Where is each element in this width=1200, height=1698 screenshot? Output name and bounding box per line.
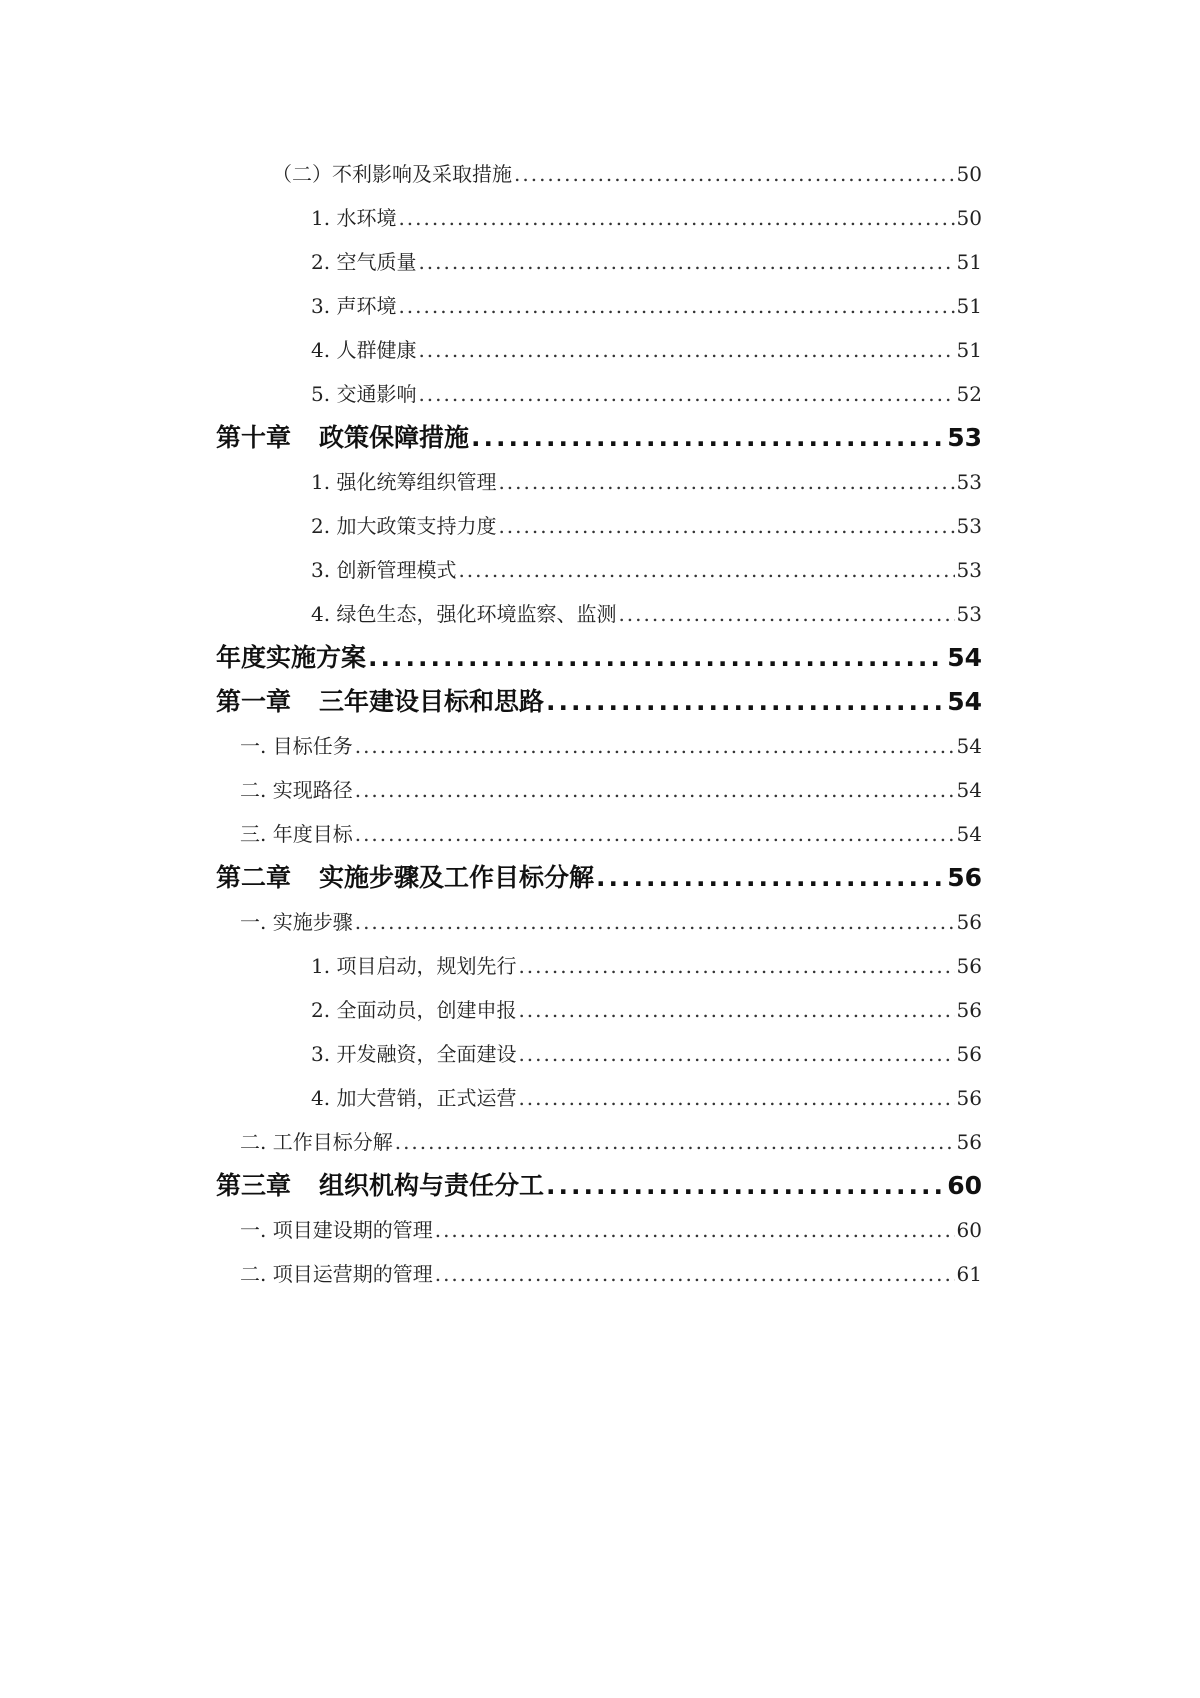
toc-entry-label: （二）不利影响及采取措施 (272, 162, 512, 186)
dot-leader (514, 152, 955, 196)
toc-entry-label: 政策保障措施 (319, 423, 470, 452)
toc-entry[interactable] (216, 1032, 982, 1076)
toc-entry[interactable] (216, 460, 982, 504)
dot-leader (618, 592, 954, 636)
toc-entry[interactable] (216, 240, 982, 284)
toc-page-number: 60 (947, 1171, 982, 1200)
toc-entry-title (311, 328, 416, 372)
toc-page-number: 56 (956, 1086, 982, 1110)
toc-entry-label: 二. 工作目标分解 (240, 1130, 393, 1154)
toc-page-number: 56 (956, 1042, 982, 1066)
toc-entry-label: 实施步骤及工作目标分解 (319, 863, 595, 892)
dot-leader (518, 944, 954, 988)
toc-entry-title (311, 1032, 516, 1076)
toc-entry[interactable] (216, 1208, 982, 1252)
dot-leader (398, 284, 954, 328)
toc-page-number: 54 (956, 734, 982, 758)
dot-leader (395, 1120, 955, 1164)
toc-page-number: 56 (956, 954, 982, 978)
dot-leader (418, 328, 954, 372)
toc-entry-title (216, 856, 594, 900)
dot-leader (546, 1164, 945, 1208)
dot-leader (368, 636, 945, 680)
toc-page-number: 60 (956, 1218, 982, 1242)
dot-leader (435, 1252, 955, 1296)
toc-entry-title (311, 592, 616, 636)
toc-page-number: 56 (956, 1130, 982, 1154)
toc-entry[interactable] (216, 504, 982, 548)
toc-entry-title (311, 460, 496, 504)
toc-entry-label: 二. 实现路径 (240, 778, 353, 802)
toc-entry-label: 年度实施方案 (216, 643, 367, 672)
toc-entry-label: 一. 项目建设期的管理 (240, 1218, 433, 1242)
toc-page-number: 50 (956, 162, 982, 186)
toc-entry-label: 二. 项目运营期的管理 (240, 1262, 433, 1286)
toc-chapter-entry[interactable] (216, 680, 982, 724)
toc-page-number: 56 (956, 998, 982, 1022)
toc-entry-title (240, 768, 353, 812)
toc-entry-title (240, 1120, 393, 1164)
toc-page-number: 53 (956, 470, 982, 494)
dot-leader (418, 240, 954, 284)
dot-leader (458, 548, 954, 592)
toc-entry[interactable] (216, 284, 982, 328)
toc-entry-title (311, 372, 416, 416)
toc-page-number: 53 (947, 423, 982, 452)
toc-entry-label: 4. 绿色生态，强化环境监察、监测 (311, 602, 617, 626)
toc-entry[interactable] (216, 944, 982, 988)
toc-entry[interactable] (216, 372, 982, 416)
dot-leader (518, 1032, 954, 1076)
toc-page-number: 54 (947, 687, 982, 716)
dot-leader (355, 812, 955, 856)
toc-entry-label: 1. 水环境 (311, 206, 397, 230)
toc-page-number: 52 (956, 382, 982, 406)
dot-leader (435, 1208, 955, 1252)
toc-entry-label: 3. 开发融资，全面建设 (311, 1042, 517, 1066)
toc-chapter-number: 第二章 (216, 863, 292, 892)
toc-page-number: 61 (956, 1262, 982, 1286)
toc-entry-label: 三. 年度目标 (240, 822, 353, 846)
toc-chapter-entry[interactable] (216, 416, 982, 460)
toc-entry-title (240, 900, 353, 944)
dot-leader (518, 1076, 954, 1120)
toc-entry-title (240, 1252, 433, 1296)
toc-page-number: 51 (956, 294, 982, 318)
toc-page-number: 53 (956, 558, 982, 582)
dot-leader (546, 680, 945, 724)
toc-page-number: 50 (956, 206, 982, 230)
toc-entry-label: 2. 全面动员，创建申报 (311, 998, 517, 1022)
toc-entry-title (240, 724, 353, 768)
toc-entry[interactable] (216, 812, 982, 856)
toc-entry-title (311, 988, 516, 1032)
toc-entry-title (216, 680, 544, 724)
toc-chapter-entry[interactable] (216, 636, 982, 680)
toc-entry[interactable] (216, 1252, 982, 1296)
toc-entry-label: 2. 加大政策支持力度 (311, 514, 497, 538)
dot-leader (518, 988, 954, 1032)
toc-entry-title (216, 636, 366, 680)
toc-page-number: 54 (956, 822, 982, 846)
toc-entry[interactable] (216, 548, 982, 592)
toc-entry-title (311, 548, 456, 592)
toc-entry-title (311, 1076, 516, 1120)
toc-entry-label: 1. 强化统筹组织管理 (311, 470, 497, 494)
toc-entry[interactable] (216, 1076, 982, 1120)
toc-entry-title (311, 944, 516, 988)
toc-entry[interactable] (216, 196, 982, 240)
toc-entry-title (311, 196, 396, 240)
toc-entry[interactable] (216, 768, 982, 812)
toc-page-number: 51 (956, 338, 982, 362)
toc-entry[interactable] (216, 724, 982, 768)
toc-entry[interactable] (216, 592, 982, 636)
dot-leader (355, 724, 955, 768)
toc-entry-label: 5. 交通影响 (311, 382, 417, 406)
toc-chapter-number: 第一章 (216, 687, 292, 716)
toc-entry-title (216, 1164, 544, 1208)
dot-leader (498, 460, 954, 504)
toc-entry-label: 一. 目标任务 (240, 734, 353, 758)
dot-leader (355, 768, 955, 812)
toc-entry[interactable] (216, 900, 982, 944)
dot-leader (471, 416, 945, 460)
toc-page-number: 53 (956, 602, 982, 626)
toc-page-number: 54 (947, 643, 982, 672)
toc-page-number: 56 (947, 863, 982, 892)
table-of-contents (216, 152, 982, 1296)
toc-entry-label: 三年建设目标和思路 (319, 687, 545, 716)
dot-leader (498, 504, 954, 548)
toc-entry-label: 一. 实施步骤 (240, 910, 353, 934)
toc-entry-title (240, 812, 353, 856)
toc-page-number: 51 (956, 250, 982, 274)
toc-entry-title (240, 1208, 433, 1252)
toc-entry[interactable] (216, 988, 982, 1032)
toc-chapter-entry[interactable] (216, 856, 982, 900)
toc-entry-label: 2. 空气质量 (311, 250, 417, 274)
toc-entry-title (272, 152, 512, 196)
toc-entry-title (311, 284, 396, 328)
toc-page-number: 53 (956, 514, 982, 538)
toc-entry-title (311, 240, 416, 284)
toc-chapter-number: 第十章 (216, 423, 292, 452)
toc-chapter-number: 第三章 (216, 1171, 292, 1200)
dot-leader (398, 196, 954, 240)
toc-entry[interactable] (216, 1120, 982, 1164)
toc-entry[interactable] (216, 152, 982, 196)
toc-entry-label: 3. 创新管理模式 (311, 558, 457, 582)
toc-entry-title (311, 504, 496, 548)
toc-entry-label: 4. 人群健康 (311, 338, 417, 362)
dot-leader (596, 856, 945, 900)
toc-entry[interactable] (216, 328, 982, 372)
toc-entry-label: 组织机构与责任分工 (319, 1171, 545, 1200)
toc-entry-title (216, 416, 469, 460)
toc-page-number: 54 (956, 778, 982, 802)
toc-chapter-entry[interactable] (216, 1164, 982, 1208)
toc-page-number: 56 (956, 910, 982, 934)
toc-entry-label: 1. 项目启动，规划先行 (311, 954, 517, 978)
dot-leader (418, 372, 954, 416)
toc-entry-label: 4. 加大营销，正式运营 (311, 1086, 517, 1110)
toc-entry-label: 3. 声环境 (311, 294, 397, 318)
dot-leader (355, 900, 955, 944)
